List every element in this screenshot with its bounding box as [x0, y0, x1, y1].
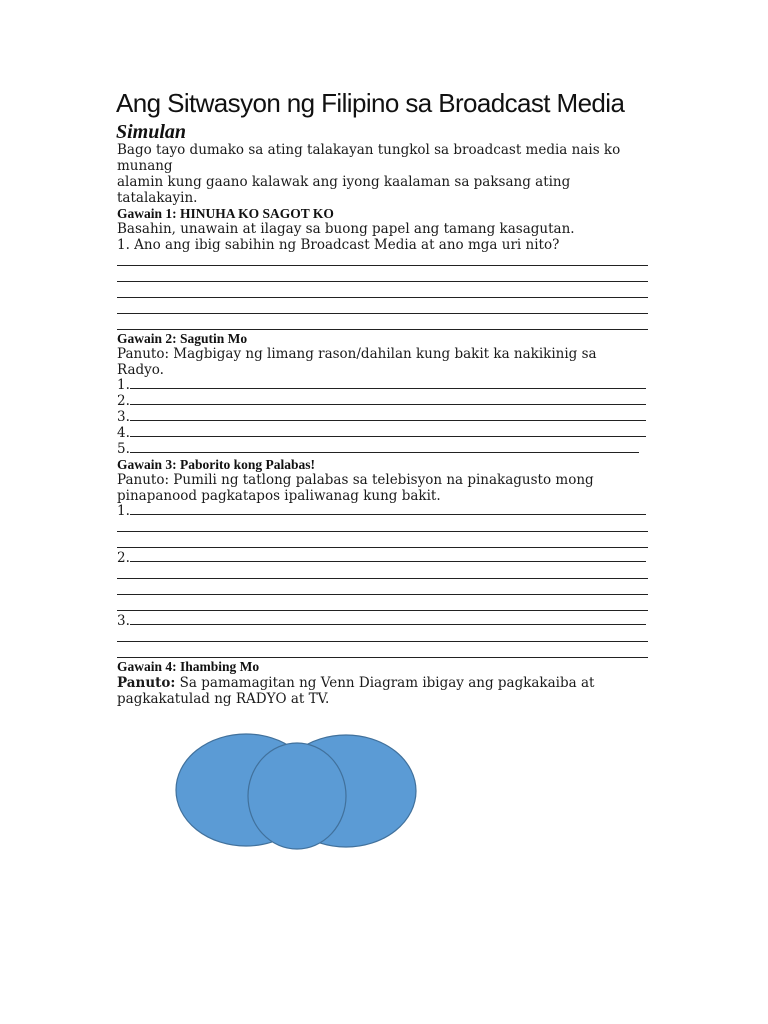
gawain3-instruction-line-2: pinapanood pagkatapos ipaliwanag kung bakit.: [117, 488, 441, 504]
intro-line-2: munang: [117, 158, 173, 174]
gawain2-instruction-line-1: Panuto: Magbigay ng limang rason/dahilan kung bakit ka nakikinig sa: [117, 346, 597, 362]
venn-circle-middle[interactable]: [248, 743, 346, 849]
gawain3-answer-row-2[interactable]: [117, 550, 646, 566]
answer-line[interactable]: [117, 578, 648, 579]
gawain1-question: 1. Ano ang ibig sabihin ng Broadcast Media at ano mga uri nito?: [117, 237, 560, 253]
answer-line[interactable]: [117, 297, 648, 298]
row-number: 3.: [117, 613, 130, 629]
row-number: 2.: [117, 393, 130, 409]
answer-line[interactable]: [117, 547, 648, 548]
gawain3-answer-row-3[interactable]: [117, 613, 646, 629]
answer-line[interactable]: [117, 641, 648, 642]
answer-line[interactable]: [130, 503, 646, 515]
answer-line[interactable]: [130, 550, 646, 562]
answer-line[interactable]: [130, 377, 646, 389]
gawain2-answer-row-4[interactable]: [117, 425, 646, 441]
intro-line-1: Bago tayo dumako sa ating talakayan tungkol sa broadcast media nais ko: [117, 142, 621, 158]
gawain2-answer-row-3[interactable]: [117, 409, 646, 425]
gawain4-heading: Gawain 4: Ihambing Mo: [117, 659, 260, 674]
answer-line[interactable]: [130, 409, 646, 421]
answer-line[interactable]: [117, 313, 648, 314]
gawain2-answer-row-1[interactable]: [117, 377, 646, 393]
gawain1-heading: Gawain 1: HINUHA KO SAGOT KO: [117, 206, 334, 221]
gawain3-instruction-line-1: Panuto: Pumili ng tatlong palabas sa telebisyon na pinakagusto mong: [117, 472, 594, 488]
gawain2-answer-row-2[interactable]: [117, 393, 646, 409]
answer-line[interactable]: [130, 441, 639, 453]
row-number: 3.: [117, 409, 130, 425]
row-number: 1.: [117, 503, 130, 519]
gawain4-instruction-line-1: [117, 675, 594, 691]
row-number: 5.: [117, 441, 130, 457]
panuto-label: Panuto:: [117, 675, 176, 691]
venn-diagram[interactable]: [170, 728, 422, 854]
page-title: Ang Sitwasyon ng Filipino sa Broadcast Media: [116, 88, 625, 118]
gawain2-instruction-line-2: Radyo.: [117, 362, 164, 378]
gawain2-answer-row-5[interactable]: [117, 441, 639, 457]
answer-line[interactable]: [130, 393, 646, 405]
row-number: 2.: [117, 550, 130, 566]
answer-line[interactable]: [117, 594, 648, 595]
intro-line-4: tatalakayin.: [117, 190, 198, 206]
answer-line[interactable]: [130, 425, 646, 437]
row-number: 4.: [117, 425, 130, 441]
gawain3-heading: Gawain 3: Paborito kong Palabas!: [117, 457, 316, 472]
intro-line-3: alamin kung gaano kalawak ang iyong kaalaman sa paksang ating: [117, 174, 571, 190]
answer-line[interactable]: [117, 281, 648, 282]
answer-line[interactable]: [130, 613, 646, 625]
answer-line[interactable]: [117, 657, 648, 658]
gawain2-heading: Gawain 2: Sagutin Mo: [117, 331, 248, 346]
gawain4-instruction-text: Sa pamamagitan ng Venn Diagram ibigay ang pagkakaiba at: [175, 675, 595, 691]
row-number: 1.: [117, 377, 130, 393]
gawain3-answer-row-1[interactable]: [117, 503, 646, 519]
answer-line[interactable]: [117, 610, 648, 611]
answer-line[interactable]: [117, 531, 648, 532]
answer-line[interactable]: [117, 329, 648, 330]
section-subtitle: Simulan: [116, 121, 187, 143]
answer-line[interactable]: [117, 265, 648, 266]
gawain1-instruction: Basahin, unawain at ilagay sa buong papel ang tamang kasagutan.: [117, 221, 575, 237]
gawain4-instruction-line-2: pagkakatulad ng RADYO at TV.: [117, 691, 330, 707]
